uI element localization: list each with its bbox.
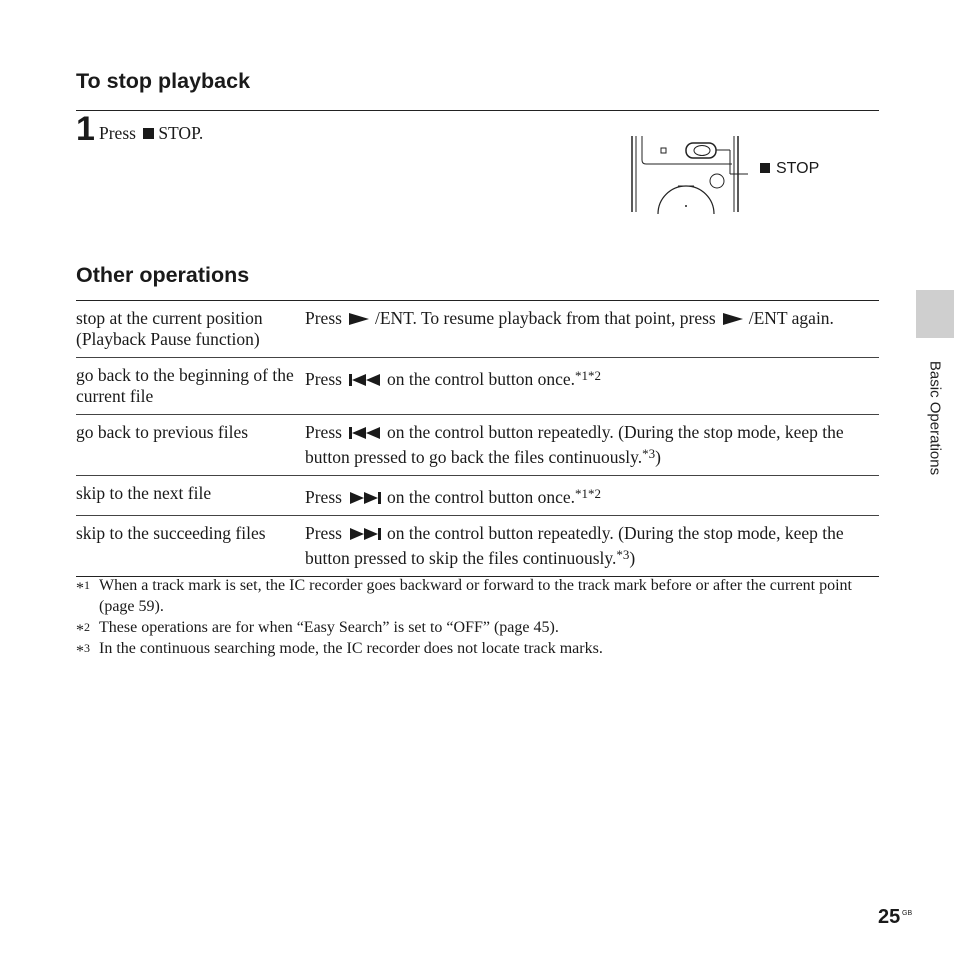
section-rule xyxy=(76,110,879,111)
section-title-stop-playback: To stop playback xyxy=(76,69,251,93)
footnote-marker: *$^2$ xyxy=(76,620,90,639)
table-row xyxy=(76,516,879,577)
operation-action: go back to previous files xyxy=(76,422,249,442)
operation-instruction xyxy=(305,516,879,577)
operation-instruction xyxy=(305,358,879,415)
press-word: Press xyxy=(305,487,342,507)
instruction-text: on the control button repeatedly. (During the stop mode, keep the button pressed to skip the files continuously. xyxy=(305,523,844,568)
footnote-text: These operations are for when “Easy Search” is set to “OFF” (page 45). xyxy=(99,619,559,636)
footnote-ref: *3 xyxy=(642,446,656,461)
footnote xyxy=(76,575,879,617)
previous-icon xyxy=(348,373,382,387)
table-row xyxy=(76,415,879,476)
footnote-ref: *1*2 xyxy=(575,486,602,501)
operation-instruction xyxy=(305,476,879,516)
footnote xyxy=(76,638,879,659)
play-icon xyxy=(722,312,744,326)
operation-action: stop at the current position (Playback Pause function) xyxy=(76,308,263,349)
step-stop-word: STOP. xyxy=(158,123,204,143)
chapter-label: Basic Operations xyxy=(926,360,944,476)
footnote xyxy=(76,617,879,638)
operation-action: go back to the beginning of the current file xyxy=(76,365,294,406)
table-row xyxy=(76,358,879,415)
press-word: Press xyxy=(305,523,342,543)
operation-action: skip to the next file xyxy=(76,483,212,503)
chapter-tab xyxy=(916,290,954,338)
instruction-tail: ) xyxy=(655,447,661,467)
instruction-text: on the control button repeatedly. (During the stop mode, keep the button pressed to go back the files continuously. xyxy=(305,422,844,467)
instruction-text: on the control button once. xyxy=(386,369,576,389)
operation-instruction xyxy=(305,415,879,476)
instruction-tail: ) xyxy=(629,548,636,568)
section-title-other-operations: Other operations xyxy=(76,263,250,287)
footnotes xyxy=(76,575,879,659)
footnote-marker: *$^1$ xyxy=(76,578,90,597)
operations-table xyxy=(76,300,879,577)
stop-icon xyxy=(760,163,770,173)
operation-instruction xyxy=(305,301,879,358)
recorder-illustration xyxy=(628,134,748,214)
previous-icon xyxy=(348,426,382,440)
footnote-ref: *1*2 xyxy=(575,368,602,383)
instruction-text: on the control button once. xyxy=(386,487,576,507)
step-press-word: Press xyxy=(99,123,136,143)
stop-callout-label: STOP xyxy=(776,160,820,177)
page-number-suffix: GB xyxy=(902,910,913,917)
operation-action: skip to the succeeding files xyxy=(76,523,266,543)
press-word: Press xyxy=(305,308,342,328)
next-icon xyxy=(348,527,382,541)
step-instruction xyxy=(99,123,203,144)
table-row xyxy=(76,301,879,358)
footnote-text: In the continuous searching mode, the IC recorder does not locate track marks. xyxy=(99,640,603,657)
page-number: 25 xyxy=(878,906,901,928)
next-icon xyxy=(348,491,382,505)
footnote-text: When a track mark is set, the IC recorder goes backward or forward to the track mark before or after the current point (page 59). xyxy=(99,577,852,615)
footnote-marker: *$^3$ xyxy=(76,641,90,660)
play-icon xyxy=(348,312,370,326)
stop-button-callout xyxy=(760,160,819,178)
table-row xyxy=(76,476,879,516)
footnote-ref: *3 xyxy=(616,547,630,562)
step-number: 1 xyxy=(76,110,95,148)
instruction-text: /ENT. To resume playback from that point, press xyxy=(374,308,716,328)
press-word: Press xyxy=(305,369,342,389)
stop-icon xyxy=(143,128,154,139)
instruction-text: /ENT again. xyxy=(748,308,834,328)
press-word: Press xyxy=(305,422,342,442)
